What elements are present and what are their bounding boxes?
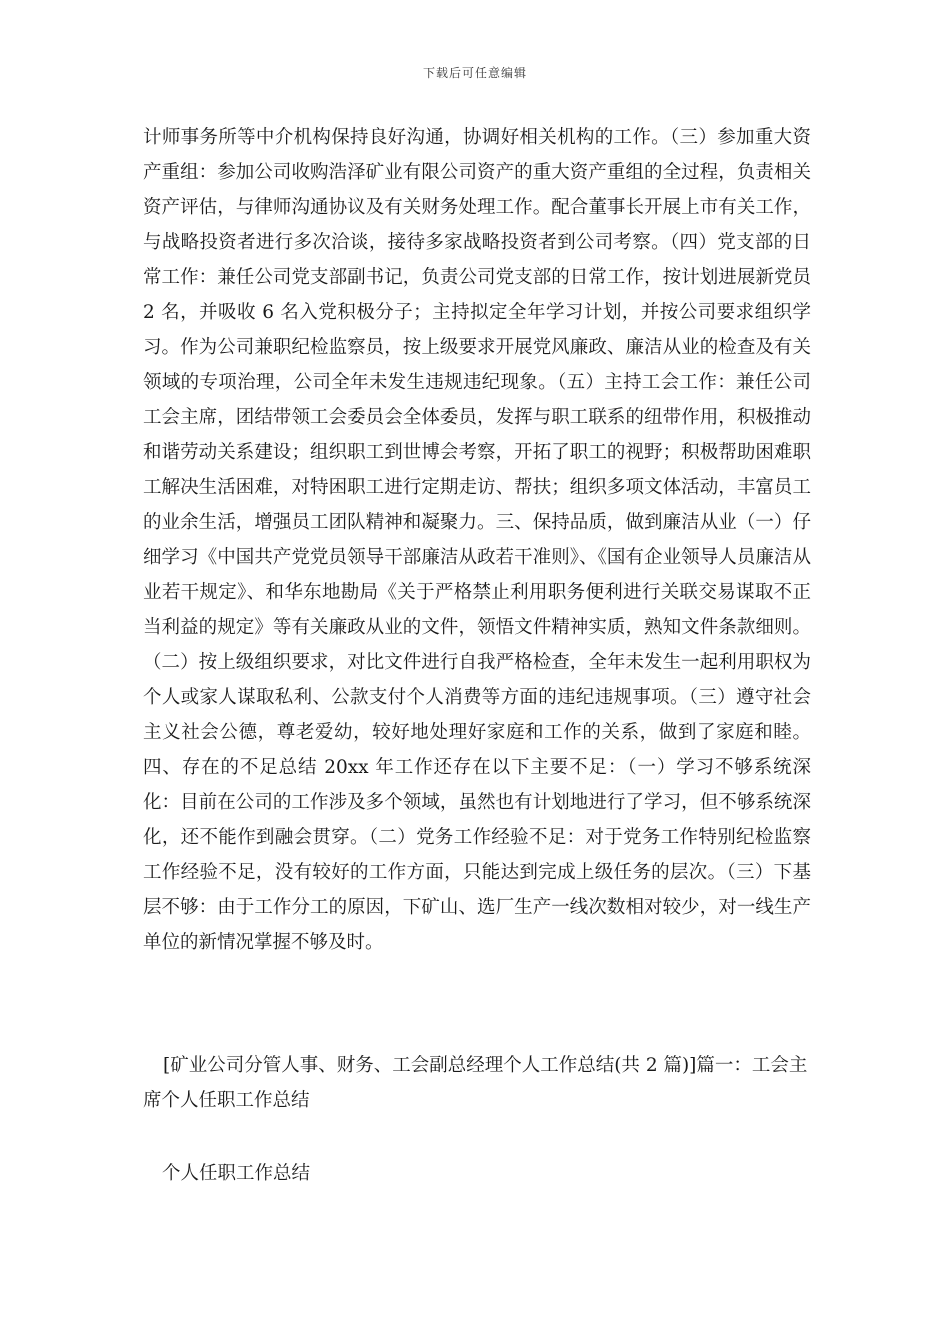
document-body-paragraph: 计师事务所等中介机构保持良好沟通，协调好相关机构的工作。（三）参加重大资产重组：参加公司收购浩泽矿业有限公司资产的重大资产重组的全过程，负责相关资产评估，与律师沟通协议及有关财务处理工作。配合董事长开展上市有关工作，与战略投资者进行多次洽谈，接待多家战略投资者到公司考察。（四）党支部的日常工作：兼任公司党支部副书记，负责公司党支部的日常工作，按计划进展新党员 2 名，并吸收 6 名入党积极分子；主持拟定全年学习计划，并按公司要求组织学习。作为公司兼职纪检监察员，按上级要求开展党风廉政、廉洁从业的检查及有关领域的专项治理，公司全年未发生违规违纪现象。（五）主持工会工作：兼任公司工会主席，团结带领工会委员会全体委员，发挥与职工联系的纽带作用，积极推动和谐劳动关系建设；组织职工到世博会考察，开拓了职工的视野；积极帮助困难职工解决生活困难，对特困职工进行定期走访、帮扶；组织多项文体活动，丰富员工的业余生活，增强员工团队精神和凝聚力。三、保持品质，做到廉洁从业（一）仔细学习《中国共产党党员领导干部廉洁从政若干准则》、《国有企业领导人员廉洁从业若干规定》、和华东地勘局《关于严格禁止利用职务便利进行关联交易谋取不正当利益的规定》等有关廉政从业的文件，领悟文件精神实质，熟知文件条款细则。（二）按上级组织要求，对比文件进行自我严格检查，全年未发生一起利用职权为个人或家人谋取私利、公款支付个人消费等方面的违纪违规事项。（三）遵守社会主义社会公德，尊老爱幼，较好地处理好家庭和工作的关系，做到了家庭和睦。四、存在的不足总结 20xx 年工作还存在以下主要不足：（一）学习不够系统深化：目前在公司的工作涉及多个领域，虽然也有计划地进行了学习，但不够系统深化，还不能作到融会贯穿。（二）党务工作经验不足：对于党务工作特别纪检监察工作经验不足，没有较好的工作方面，只能达到完成上级任务的层次。（三）下基层不够：由于工作分工的原因，下矿山、选厂生产一线次数相对较少，对一线生产单位的新情况掌握不够及时。 [143, 127, 811, 953]
page-header-note: 下载后可任意编辑 [422, 66, 527, 80]
section-heading: 个人任职工作总结 [162, 1163, 311, 1184]
document-reference-title: [矿业公司分管人事、财务、工会副总经理个人工作总结(共 2 篇)]篇一：工会主席个人任职工作总结 [143, 1055, 808, 1111]
